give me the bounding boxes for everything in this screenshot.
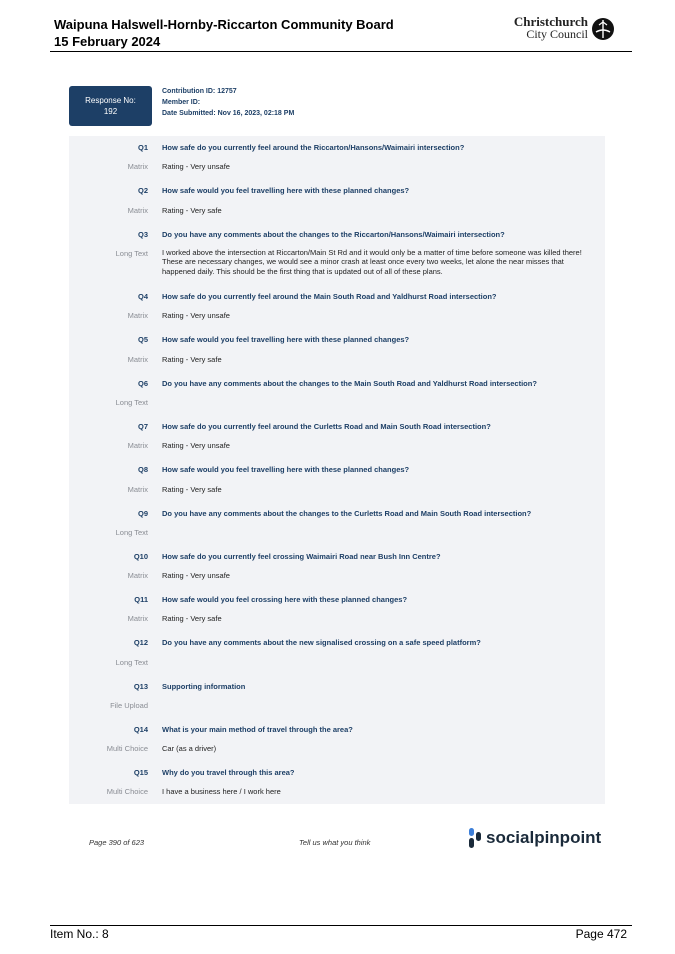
response-label: Response No: — [85, 96, 136, 105]
question-text: Why do you travel through this area? — [162, 768, 295, 777]
item-number: Item No.: 8 — [50, 927, 109, 941]
question-type: Long Text — [115, 528, 148, 537]
question-type: Multi Choice — [106, 787, 148, 796]
question-number: Q14 — [133, 725, 148, 734]
question-answer: Rating - Very safe — [162, 206, 222, 215]
question-text: How safe would you feel travelling here with these planned changes? — [162, 335, 410, 344]
question-number: Q2 — [137, 186, 148, 195]
socialpinpoint-logo — [468, 826, 601, 850]
question-number: Q10 — [133, 552, 148, 561]
question-text: Do you have any comments about the changes to the Main South Road and Yaldhurst Road intersection? — [162, 379, 537, 388]
socialpinpoint-mark-icon — [468, 827, 482, 849]
question-type: Multi Choice — [106, 744, 148, 753]
contribution-id: Contribution ID: 12757 — [162, 88, 237, 95]
question-type: Matrix — [127, 206, 148, 215]
response-number: 192 — [103, 107, 118, 116]
question-answer: Rating - Very safe — [162, 485, 222, 494]
question-number: Q9 — [137, 509, 148, 518]
question-type: File Upload — [110, 701, 148, 710]
question-type: Long Text — [115, 398, 148, 407]
question-text: How safe do you currently feel around the Main South Road and Yaldhurst Road intersection? — [162, 292, 497, 301]
member-id: Member ID: — [162, 99, 201, 106]
question-text: Do you have any comments about the changes to the Riccarton/Hansons/Waimairi intersection? — [162, 230, 505, 239]
question-type: Matrix — [127, 162, 148, 171]
question-type: Long Text — [115, 658, 148, 667]
question-type: Matrix — [127, 485, 148, 494]
socialpinpoint-text: socialpinpoint — [486, 828, 602, 847]
question-number: Q15 — [133, 768, 148, 777]
footer-rule — [50, 925, 632, 926]
date-submitted: Date Submitted: Nov 16, 2023, 02:18 PM — [162, 110, 295, 117]
question-answer: Rating - Very unsafe — [162, 311, 230, 320]
question-text: How safe would you feel crossing here with these planned changes? — [162, 595, 408, 604]
logo-line2: City Council — [526, 27, 588, 41]
page-counter: Page 390 of 623 — [89, 838, 145, 847]
question-number: Q13 — [133, 682, 148, 691]
question-type: Matrix — [127, 614, 148, 623]
question-number: Q6 — [137, 379, 148, 388]
council-emblem-icon — [591, 17, 615, 41]
question-text: How safe would you feel travelling here with these planned changes? — [162, 465, 410, 474]
question-answer: Rating - Very unsafe — [162, 441, 230, 450]
question-answer: Rating - Very safe — [162, 614, 222, 623]
question-number: Q7 — [137, 422, 148, 431]
question-number: Q5 — [137, 335, 148, 344]
tagline: Tell us what you think — [299, 838, 371, 847]
question-type: Matrix — [127, 355, 148, 364]
question-number: Q4 — [137, 292, 148, 301]
header-rule — [50, 51, 632, 52]
question-type: Matrix — [127, 571, 148, 580]
question-number: Q12 — [133, 638, 148, 647]
header-title: Waipuna Halswell-Hornby-Riccarton Community Board — [54, 17, 394, 32]
question-answer: I have a business here / I work here — [162, 787, 281, 796]
question-type: Matrix — [127, 311, 148, 320]
question-answer: Rating - Very unsafe — [162, 162, 230, 171]
question-text: Do you have any comments about the changes to the Curletts Road and Main South Road intersection? — [162, 509, 532, 518]
question-type: Matrix — [127, 441, 148, 450]
question-answer: Rating - Very unsafe — [162, 571, 230, 580]
question-text: Do you have any comments about the new signalised crossing on a safe speed platform? — [162, 638, 481, 647]
question-number: Q3 — [137, 230, 148, 239]
question-text: Supporting information — [162, 682, 246, 691]
question-text: How safe do you currently feel crossing Waimairi Road near Bush Inn Centre? — [162, 552, 441, 561]
question-answer: I worked above the intersection at Riccarton/Main St Rd and it would only be a matter of time before someone was killed there! These are necessary changes, we would see a minor crash at least once every two weeks, let alone the near misses that happened daily. This should be the first thing that is updated out of all of these plans. — [162, 248, 582, 276]
question-number: Q11 — [134, 595, 148, 604]
question-text: How safe do you currently feel around the Curletts Road and Main South Road intersection? — [162, 422, 491, 431]
question-answer: Car (as a driver) — [162, 744, 217, 753]
logo-line1: Christchurch — [513, 14, 588, 29]
page-number: Page 472 — [575, 927, 627, 941]
question-answer: Rating - Very safe — [162, 355, 222, 364]
question-number: Q8 — [137, 465, 148, 474]
council-logo — [512, 16, 616, 44]
question-text: How safe do you currently feel around the Riccarton/Hansons/Waimairi intersection? — [162, 143, 465, 152]
response-badge — [69, 86, 152, 126]
question-number: Q1 — [137, 143, 148, 152]
question-text: How safe would you feel travelling here with these planned changes? — [162, 186, 410, 195]
header-date: 15 February 2024 — [54, 34, 161, 49]
question-text: What is your main method of travel through the area? — [162, 725, 353, 734]
question-type: Long Text — [115, 249, 148, 258]
